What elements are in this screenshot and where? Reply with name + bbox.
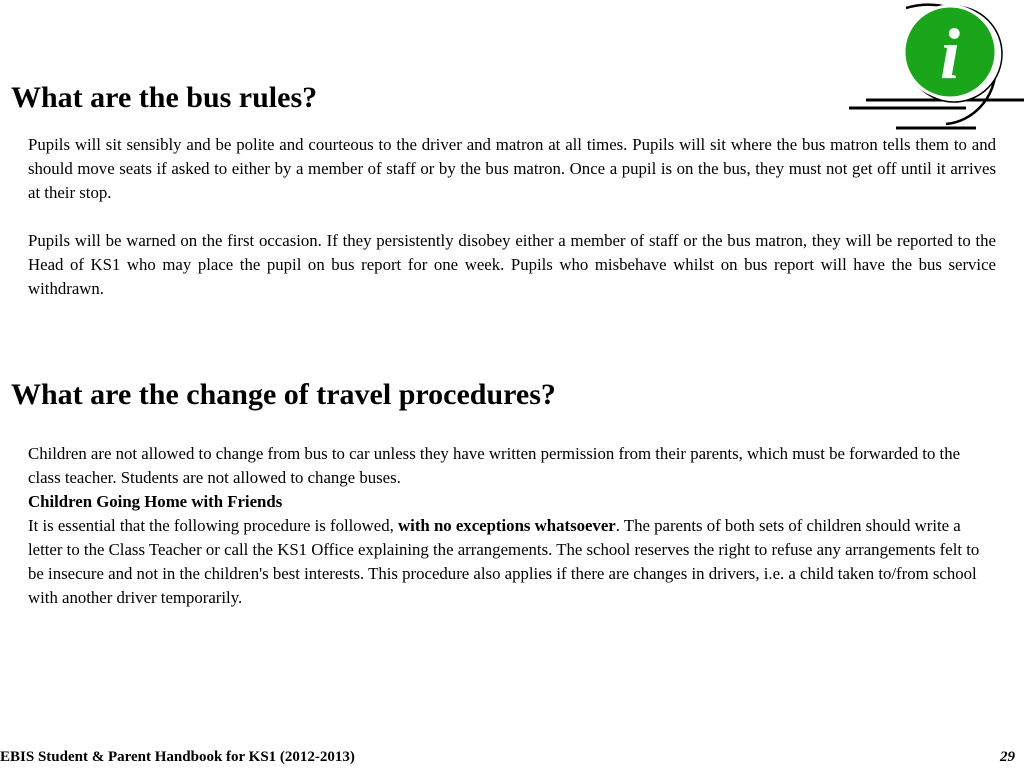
procedure-text-emphasis: with no exceptions whatsoever (398, 516, 616, 535)
change-of-travel-paragraph-1: Children are not allowed to change from bus to car unless they have written permission from their parents, which must be forwarded to the class teacher. Students are not allowed to change buses. (28, 444, 961, 487)
bus-rules-paragraph-1: Pupils will sit sensibly and be polite and courteous to the driver and matron at all times. Pupils will sit where the bus matron tells them to and should move seats if asked to either by a member of staff or by the bus matron. Once a pupil is on the bus, they must not get off until it arrives at their stop. (28, 135, 996, 202)
procedure-text-start: It is essential that the following procedure is followed, (28, 516, 399, 535)
info-icon (846, 0, 1024, 132)
footer-title: EBIS Student & Parent Handbook for KS1 (2012-2013) (0, 749, 355, 765)
change-of-travel-paragraph-2 (28, 514, 996, 610)
bus-rules-paragraph-2: Pupils will be warned on the first occasion. If they persistently disobey either a member of staff or the bus matron, they will be reported to the Head of KS1 who may place the pupil on bus report for one week. Pupils who misbehave whilst on bus report will have the bus service withdrawn. (28, 231, 996, 298)
section-heading-bus-rules: What are the bus rules? (11, 81, 318, 114)
info-glyph: i (939, 14, 961, 94)
section-heading-change-of-travel: What are the change of travel procedures? (11, 378, 556, 411)
page-number: 29 (1000, 749, 1015, 765)
subheading-going-home-with-friends: Children Going Home with Friends (28, 492, 283, 511)
procedure-text-end: . The parents of both sets of children should write a letter to the Class Teacher or call the KS1 Office explaining the arrangements. The school reserves the right to refuse any arrangements felt to be insecure and not in the children's best interests. This procedure also applies if there are changes in drivers, i.e. a child taken to/from school with another driver temporarily. (28, 516, 980, 607)
